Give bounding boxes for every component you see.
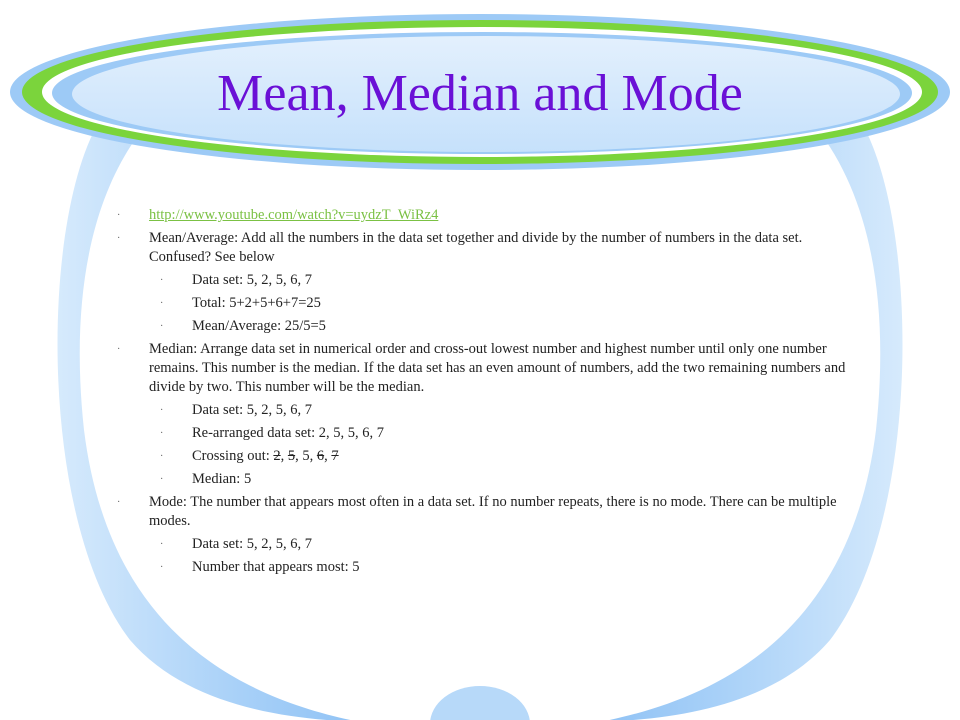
bullet-icon: · [160, 474, 164, 485]
sub-item [112, 447, 864, 466]
median-data-set: Data set: 5, 2, 5, 6, 7 [192, 402, 313, 418]
bullet-icon: · [160, 562, 164, 573]
sub-item [112, 470, 864, 489]
crossed-value: 6 [316, 448, 325, 464]
mode-definition: Mode: The number that appears most often in a data set. If no number repeats, there is no mode. There can be multiple modes. [149, 494, 837, 529]
mode-result: Number that appears most: 5 [192, 559, 360, 575]
bullet-icon: · [160, 428, 164, 439]
mode-data-set: Data set: 5, 2, 5, 6, 7 [192, 536, 313, 552]
median-rearranged: Re-arranged data set: 2, 5, 5, 6, 7 [192, 425, 385, 441]
bullet-icon: · [160, 451, 164, 462]
youtube-link[interactable]: http://www.youtube.com/watch?v=uydzT_WiRz4 [149, 207, 439, 223]
sub-item [112, 271, 864, 290]
bullet-icon: · [160, 275, 164, 286]
bullet-icon: · [160, 405, 164, 416]
list-item-mean [112, 229, 864, 267]
bullet-icon: · [160, 298, 164, 309]
list-item-median [112, 340, 864, 397]
mean-result: Mean/Average: 25/5=5 [192, 318, 326, 334]
crossed-value: 2 [273, 448, 281, 464]
sub-item [112, 558, 864, 577]
mean-data-set: Data set: 5, 2, 5, 6, 7 [192, 272, 313, 288]
sub-item [112, 294, 864, 313]
remaining-value: 5 [302, 448, 310, 464]
slide-content [112, 206, 864, 581]
median-definition: Median: Arrange data set in numerical order and cross-out lowest number and highest number until only one number remains. This number is the median. If the data set has an even amount of numbers, add the two remaining numbers and divide by two. This number will be the median. [149, 341, 846, 395]
sub-item [112, 424, 864, 443]
crossing-label: Crossing out: [192, 448, 270, 464]
bullet-icon: · [160, 321, 164, 332]
list-item-link [112, 206, 864, 225]
separator: , [309, 448, 314, 464]
bullet-icon: · [117, 210, 121, 221]
sub-item [112, 317, 864, 336]
mean-total: Total: 5+2+5+6+7=25 [192, 295, 321, 311]
bullet-icon: · [117, 497, 121, 508]
crossed-value: 5 [287, 448, 296, 464]
bullet-icon: · [160, 539, 164, 550]
bullet-icon: · [117, 344, 121, 355]
sub-item [112, 535, 864, 554]
sub-item [112, 401, 864, 420]
separator: , [295, 448, 299, 464]
median-result: Median: 5 [192, 471, 252, 487]
bullet-icon: · [117, 233, 121, 244]
separator: , [324, 448, 328, 464]
crossed-value: 7 [331, 448, 339, 464]
separator: , [280, 448, 285, 464]
slide-title: Mean, Median and Mode [217, 65, 743, 122]
list-item-mode [112, 493, 864, 531]
mean-definition: Mean/Average: Add all the numbers in the data set together and divide by the number of numbers in the data set. Confused? See below [149, 230, 803, 265]
